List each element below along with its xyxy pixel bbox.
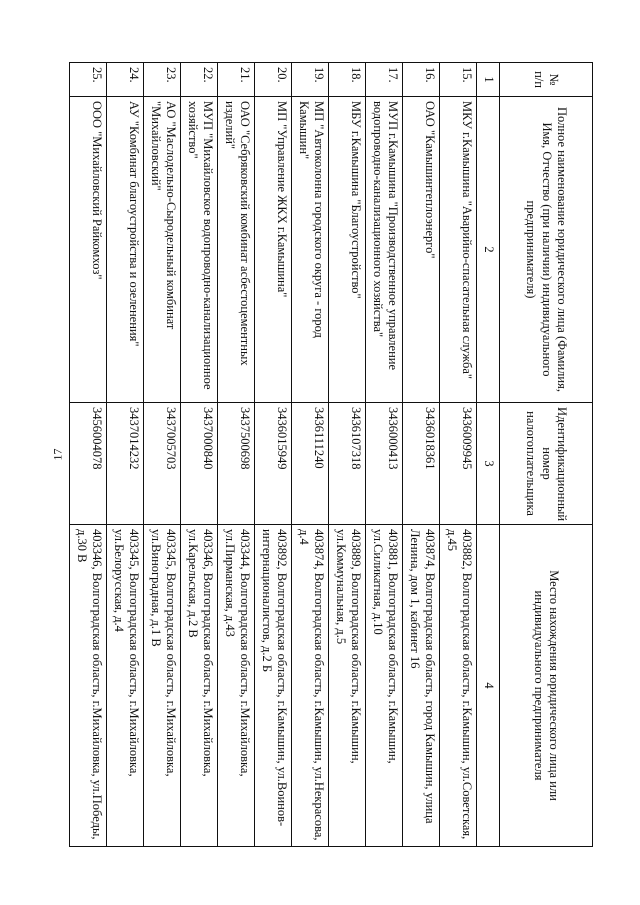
row-number: 19. — [292, 63, 329, 97]
table-row — [218, 63, 255, 847]
inn-value: 3436018361 — [403, 403, 440, 525]
row-number: 17. — [366, 63, 403, 97]
organization-name: МУП г.Камышина "Производственное управление водопроводно-канализационного хозяйства" — [366, 97, 403, 403]
row-number: 24. — [107, 63, 144, 97]
column-number: 2 — [477, 97, 500, 403]
table-row — [366, 63, 403, 847]
column-number: 3 — [477, 403, 500, 525]
inn-value: 3437005703 — [144, 403, 181, 525]
organizations-table — [69, 62, 593, 847]
organization-name: ОАО "Себряковский комбинат асбестоцементных изделий" — [218, 97, 255, 403]
organization-address: 403881, Волгоградская область, г.Камышин, ул.Силикатная, д.10 — [366, 525, 403, 847]
table-row — [70, 63, 107, 847]
inn-value: 3437500698 — [218, 403, 255, 525]
organization-name: АУ "Комбинат благоустройства и озеленения" — [107, 97, 144, 403]
table-row — [292, 63, 329, 847]
table-row — [403, 63, 440, 847]
header-inn: Идентификационный номер налогоплательщика — [500, 403, 593, 525]
header-address: Место нахождения юридического лица или индивидуального предпринимателя — [500, 525, 593, 847]
organization-address: 403346, Волгоградская область, г.Михайловка, ул.Победы, д.30 В — [70, 525, 107, 847]
organization-address: 403346, Волгоградская область, г.Михайловка, ул.Карельская, д.2 В — [181, 525, 218, 847]
header-number: № п/п — [500, 63, 593, 97]
organization-name: МУП "Михайловское водопроводно-канализационное хозяйство" — [181, 97, 218, 403]
table-row — [107, 63, 144, 847]
inn-value: 3437000840 — [181, 403, 218, 525]
rotated-page-content — [66, 62, 593, 846]
row-number: 18. — [329, 63, 366, 97]
table-row — [255, 63, 292, 847]
row-number: 21. — [218, 63, 255, 97]
organization-name: МП "Автоколонна городского округа - город Камышин" — [292, 97, 329, 403]
inn-value: 3456004078 — [70, 403, 107, 525]
organization-name: МБУ г.Камышина "Благоустройство" — [329, 97, 366, 403]
organization-address: 403889, Волгоградская область, г.Камышин, ул.Коммунальная, д.5 — [329, 525, 366, 847]
inn-value: 3436015949 — [255, 403, 292, 525]
row-number: 23. — [144, 63, 181, 97]
table-row — [144, 63, 181, 847]
header-name: Полное наименование юридического лица (Фамилия, Имя, Отчество (при наличии) индивидуального предпринимателя) — [500, 97, 593, 403]
inn-value: 3436000413 — [366, 403, 403, 525]
row-number: 20. — [255, 63, 292, 97]
column-number-row — [477, 63, 500, 847]
row-number: 22. — [181, 63, 218, 97]
organization-name: МП "Управление ЖКХ г.Камышина" — [255, 97, 292, 403]
organization-address: 403345, Волгоградская область, г.Михайловка, ул.Виноградная, д.1 В — [144, 525, 181, 847]
table-header-row — [500, 63, 593, 847]
inn-value: 3437014232 — [107, 403, 144, 525]
row-number: 16. — [403, 63, 440, 97]
organization-address: 403882, Волгоградская область, г.Камышин, ул.Советская, д.45 — [440, 525, 477, 847]
organization-address: 403874, Волгоградская область, город Камышин, улица Ленина, дом 1, кабинет 16 — [403, 525, 440, 847]
organization-address: 403874, Волгоградская область, г.Камышин, ул.Некрасова, д.4 — [292, 525, 329, 847]
organization-address: 403892, Волгоградская область, г.Камышин, ул.Воинов-интернационалистов, д.2 Б — [255, 525, 292, 847]
organization-address: 403345, Волгоградская область, г.Михайловка, ул.Белорусская, д.4 — [107, 525, 144, 847]
column-number: 1 — [477, 63, 500, 97]
inn-value: 3436009945 — [440, 403, 477, 525]
column-number: 4 — [477, 525, 500, 847]
organization-name: ООО "Михайловский Райкомхоз" — [70, 97, 107, 403]
inn-value: 3436107318 — [329, 403, 366, 525]
organization-name: МКУ г.Камышина "Аварийно-спасательная служба" — [440, 97, 477, 403]
row-number: 15. — [440, 63, 477, 97]
table-row — [440, 63, 477, 847]
table-row — [329, 63, 366, 847]
row-number: 25. — [70, 63, 107, 97]
table-row — [181, 63, 218, 847]
organization-name: ОАО "Камышинтеплоэнерго" — [403, 97, 440, 403]
inn-value: 3436111240 — [292, 403, 329, 525]
organization-name: АО "Маслодельно-Сыродельный комбинат "Михайловский" — [144, 97, 181, 403]
page-number: 17 — [50, 448, 65, 461]
organization-address: 403344, Волгоградская область, г.Михайловка, ул.Пирманская, д.43 — [218, 525, 255, 847]
